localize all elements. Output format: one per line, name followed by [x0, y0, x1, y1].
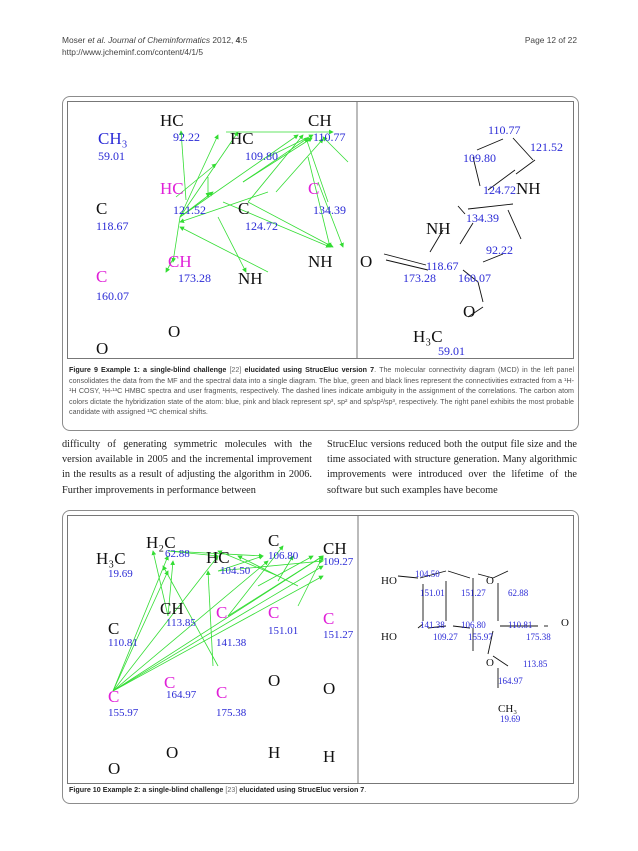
bond-9-1 — [477, 139, 503, 150]
structure9-label-3: 124.72 — [483, 183, 516, 197]
citation-line — [62, 34, 577, 46]
mcd10-atom-5: 104.50 — [220, 565, 251, 577]
mcd10-atom-31: H — [323, 747, 336, 766]
mcd10-atom-25: 175.38 — [216, 707, 247, 719]
structure9-label-9: 118.67 — [426, 259, 459, 273]
mcd9-atom-8: HC — [160, 179, 184, 198]
body-column-left: difficulty of generating symmetric molecules with the version available in 2005 and the incremental improvement in the results as a result of adjusting the algorithm in 2006. Further improvements in performance between — [62, 439, 312, 496]
figure-9-caption — [69, 365, 574, 418]
bond-9-5 — [468, 204, 513, 209]
structure10-label-4: 151.27 — [461, 588, 486, 598]
figure-10-diagram — [68, 516, 573, 783]
mcd9-atom-3: 92.22 — [173, 130, 200, 144]
article-number: :5 — [240, 35, 248, 45]
hmbc-line-19 — [308, 157, 330, 247]
mcd9-atom-17: 173.28 — [178, 271, 211, 285]
et-al: et al. — [87, 35, 106, 45]
structure10-label-6: 141.38 — [420, 620, 445, 630]
mcd10-atom-28: O — [166, 743, 179, 762]
mcd9-atom-15: 134.39 — [313, 203, 346, 217]
figure-10-caption — [69, 785, 574, 796]
page-header — [62, 34, 577, 58]
structure10-label-17: CH₃ — [498, 703, 518, 715]
structure9-label-13: H₃C — [413, 327, 443, 346]
mcd9-atom-7: 110.77 — [313, 130, 346, 144]
structure9-label-8: O — [360, 252, 373, 271]
mcd9-atom-5: 109.80 — [245, 149, 278, 163]
mcd10-atom-16: C — [268, 603, 280, 622]
structure10-label-8: 110.81 — [508, 620, 533, 630]
mcd9-atom-13: 124.72 — [245, 219, 278, 233]
figure-10-caption-bold: elucidated using StrucEluc version 7 — [239, 786, 365, 794]
mcd10-atom-10: CH — [160, 599, 184, 618]
mcd10-atom-12: C — [108, 619, 120, 638]
mcd9-atom-19: 160.07 — [96, 289, 129, 303]
mcd10-atom-27: O — [323, 679, 336, 698]
body-column-right: StrucEluc versions reduced both the output file size and the time associated with structure generation. Many algorithmic improvements were introduced over the lifetime of the software but such examples have become — [327, 439, 577, 496]
structure10-label-10: HO — [381, 631, 397, 643]
hmbc-line-22 — [218, 217, 246, 272]
bond-9-4 — [516, 160, 535, 174]
journal-name: Journal of Cheminformatics — [108, 35, 211, 45]
volume: 4 — [235, 35, 241, 45]
bond-10-16 — [493, 656, 508, 666]
mcd10-atom-29: O — [108, 759, 121, 778]
structure10-label-16: 164.97 — [498, 676, 523, 686]
mcd9-atom-16: CH — [168, 252, 192, 271]
mcd10-atom-3: 19.69 — [108, 568, 133, 580]
bond-9-9 — [508, 210, 521, 239]
mcd10-atom-7: 106.80 — [268, 550, 299, 562]
structure9-label-6: NH — [426, 219, 451, 238]
structure9-label-12: O — [463, 302, 476, 321]
structure10-label-12: 155.97 — [468, 632, 493, 642]
mcd9-atom-23: O — [96, 339, 109, 358]
bond-9-6 — [458, 206, 465, 214]
mcd9-atom-6: CH — [308, 111, 332, 130]
structure10-label-11: 109.27 — [433, 632, 458, 642]
bond-9-12 — [384, 254, 426, 265]
structure10-label-14: O — [486, 657, 494, 669]
structure9-label-2: 109.80 — [463, 151, 496, 165]
figure-9 — [62, 96, 579, 431]
figure-9-caption-bold: elucidated using StrucEluc version 7 — [244, 366, 375, 374]
structure9-label-4: NH — [516, 179, 541, 198]
structure10-label-7: 106.80 — [461, 620, 486, 630]
structure9-label-7: 92.22 — [486, 243, 513, 257]
bond-10-2 — [448, 571, 470, 578]
mcd9-atom-4: HC — [230, 129, 254, 148]
bond-9-8 — [460, 223, 473, 244]
structure9-label-10: 173.28 — [403, 271, 436, 285]
mcd9-atom-21: NH — [308, 252, 333, 271]
mcd9-atom-20: NH — [238, 269, 263, 288]
mcd9-atom-10: C — [96, 199, 108, 218]
mcd10-atom-26: O — [268, 671, 281, 690]
bond-9-11 — [386, 260, 428, 270]
mcd10-atom-18: C — [323, 609, 335, 628]
figure-10-caption-ref[interactable]: [23] — [225, 786, 238, 794]
mcd9-atom-22: O — [168, 322, 181, 341]
journal-url[interactable]: http://www.jcheminf.com/content/4/1/5 — [62, 47, 204, 57]
bond-9-14 — [478, 282, 483, 302]
mcd9-atom-18: C — [96, 267, 108, 286]
mcd9-atom-2: HC — [160, 111, 184, 130]
mcd10-atom-17: 151.01 — [268, 625, 299, 637]
structure10-label-1: 104.50 — [415, 569, 440, 579]
year: 2012, — [212, 35, 234, 45]
mcd10-atom-24: C — [216, 683, 228, 702]
structure9-label-1: 121.52 — [530, 140, 563, 154]
figure-10 — [62, 510, 579, 804]
structure10-label-0: HO — [381, 575, 397, 587]
mcd10-atom-23: 155.97 — [108, 707, 139, 719]
hmbc-line-23 — [180, 227, 268, 272]
mcd10-atom-9: 109.27 — [323, 556, 354, 568]
figure-10-caption-end: . — [364, 786, 367, 794]
figure-9-caption-label: Figure 9 Example 1: a single-blind challenge — [69, 366, 227, 374]
mcd10-atom-13: 110.81 — [108, 637, 138, 649]
mcd10-atom-15: 141.38 — [216, 637, 247, 649]
mcd10-atom-11: 113.85 — [166, 617, 196, 629]
page-number: Page 12 of 22 — [524, 35, 577, 45]
mcd10-atom-19: 151.27 — [323, 629, 354, 641]
mcd9-atom-12: C — [238, 199, 250, 218]
mcd10-atom-6: C — [268, 531, 280, 550]
figure-9-caption-ref[interactable]: [22] — [229, 366, 242, 374]
structure9-label-11: 160.07 — [458, 271, 491, 285]
authors: Moser — [62, 35, 86, 45]
structure9-label-0: 110.77 — [488, 123, 521, 137]
structure10-label-15: 113.85 — [523, 659, 548, 669]
bond-10-4 — [493, 571, 508, 578]
structure10-label-2: O — [486, 575, 494, 587]
mcd9-atom-1: 59.01 — [98, 149, 125, 163]
mcd9-atom-11: 118.67 — [96, 219, 129, 233]
mcd9-atom-9: 121.52 — [173, 203, 206, 217]
figure-9-caption-text: . The molecular connectivity diagram (MCD) in the left panel consolidates the data from the MF and the spectral data into a single diagram. The blue, green and black lines represent the connectivities extracted from a ¹H-¹H COSY, ¹H-¹³C HMBC spectra and user fragments, respectively. The dashed lines indicate ambiguity in the assignment of the correlations. The carbon atom colors dictate the hybridization state of the atom: blue, pink and black represent sp³, sp² and sp/sp²/sp³, respectively. The right panel exhibits the most probable candidate with assigned ¹³C chemical shifts. — [69, 366, 575, 417]
figure-10-caption-label: Figure 10 Example 2: a single-blind challenge — [69, 786, 224, 794]
mcd10-atom-0: H₂C — [146, 533, 176, 552]
mcd9-atom-0: CH₃ — [98, 129, 128, 148]
figure-10-panels — [67, 515, 574, 784]
structure10-label-5: 62.88 — [508, 588, 529, 598]
structure9-label-5: 134.39 — [466, 211, 499, 225]
mcd10-atom-21: 164.97 — [166, 689, 197, 701]
hmbc-line-9 — [248, 135, 303, 202]
mcd9-atom-14: C — [308, 179, 320, 198]
figure-9-diagram — [68, 102, 573, 358]
mcd10-atom-1: 62.88 — [165, 548, 190, 560]
structure10-label-3: 151.01 — [420, 588, 445, 598]
mcd10-atom-4: HC — [206, 548, 230, 567]
structure10-label-9: O — [561, 617, 569, 629]
structure10-label-18: 19.69 — [500, 714, 521, 724]
mcd10-atom-2: H₃C — [96, 549, 126, 568]
mcd10-atom-8: CH — [323, 539, 347, 558]
structure10-label-13: 175.38 — [526, 632, 551, 642]
figure-9-panels — [67, 101, 574, 359]
mcd10-atom-30: H — [268, 743, 281, 762]
structure9-label-14: 59.01 — [438, 344, 465, 358]
mcd10-atom-22: C — [108, 687, 120, 706]
mcd10-atom-14: C — [216, 603, 228, 622]
mcd10-atom-20: C — [164, 673, 176, 692]
